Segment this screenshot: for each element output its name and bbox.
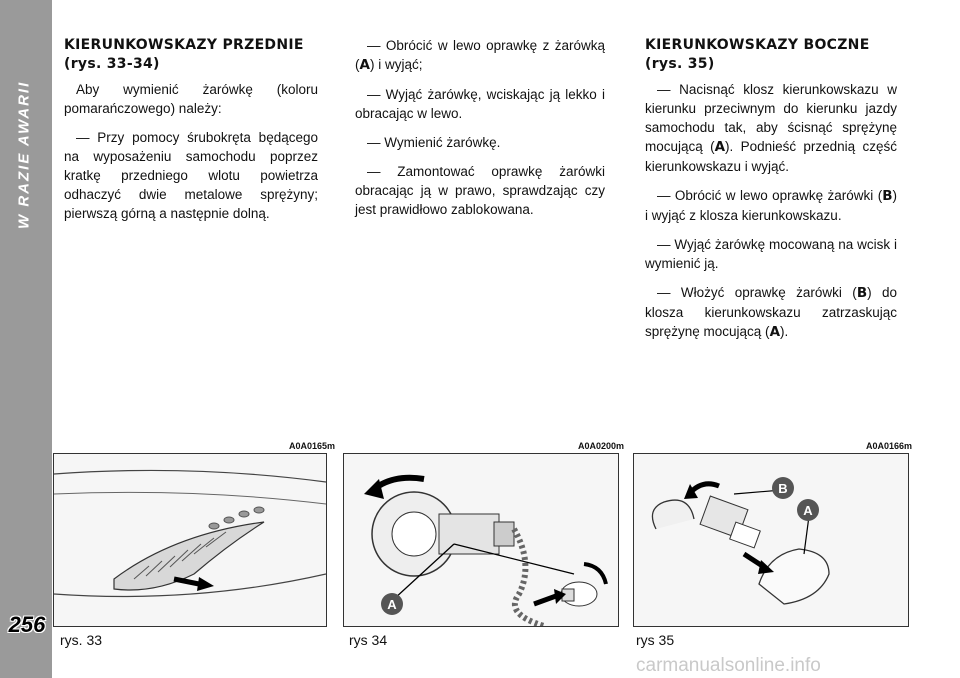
text: ) i wyjąć; bbox=[369, 57, 423, 72]
figure-caption: rys 34 bbox=[349, 632, 388, 648]
figure-bulb-holder bbox=[343, 453, 619, 627]
paragraph bbox=[645, 186, 897, 225]
paragraph: Aby wymienić żarówkę (koloru pomarańczowego) należy: bbox=[64, 82, 318, 116]
label-ref: B bbox=[882, 188, 893, 204]
paragraph bbox=[645, 283, 897, 342]
text: ). Podnieść przednią część kierunkowskazu i wyjąć. bbox=[645, 139, 897, 174]
text: ) do klosza kierunkowskazu zatrzaskując sprężynę mocującą ( bbox=[645, 285, 897, 339]
text: — Obrócić w lewo oprawkę żarówki ( bbox=[657, 188, 883, 203]
paragraph: — Wymienić żarówkę. bbox=[367, 135, 501, 150]
figure-caption: rys 35 bbox=[636, 632, 675, 648]
label-ref: B bbox=[856, 285, 868, 301]
right-column bbox=[645, 36, 897, 352]
text: — Nacisnąć klosz kierunkowskazu w kierunku przeciwnym do kierunku jazdy samochodu tak, aby ścisnąć sprężynę mocującą ( bbox=[645, 82, 897, 154]
figure-code: A0A0165m bbox=[289, 441, 336, 451]
text: — Obrócić w lewo oprawkę z żarówką ( bbox=[355, 38, 605, 72]
label-a: A bbox=[803, 503, 813, 518]
heading-side-indicators: KIERUNKOWSKAZY BOCZNE (rys. 35) bbox=[645, 37, 870, 72]
section-title: W RAZIE AWARII bbox=[15, 80, 33, 230]
paragraph: — Zamontować oprawkę żarówki obracając ją w prawo, sprawdzając czy jest prawidłowo zablokowana. bbox=[355, 164, 605, 217]
side-indicator-illustration bbox=[634, 454, 908, 626]
paragraph: — Wyjąć żarówkę mocowaną na wcisk i wymienić ją. bbox=[645, 237, 897, 271]
bulb-holder-illustration bbox=[344, 454, 618, 626]
grille-illustration bbox=[54, 454, 326, 626]
figure-code: A0A0200m bbox=[578, 441, 625, 451]
text: ). bbox=[780, 324, 789, 339]
text: — Włożyć oprawkę żarówki ( bbox=[657, 285, 857, 300]
heading-front-indicators: KIERUNKOWSKAZY PRZEDNIE (rys. 33-34) bbox=[64, 37, 304, 72]
figure-front-grille bbox=[53, 453, 327, 627]
paragraph: — Przy pomocy śrubokręta będącego na wyposażeniu samochodu poprzez kratkę przedniego wlotu powietrza odhaczyć dwie metalowe sprężyny; pierwszą górną a następnie dolną. bbox=[64, 130, 318, 221]
page-number: 256 bbox=[8, 612, 46, 637]
label-ref: A bbox=[714, 139, 726, 155]
paragraph bbox=[645, 80, 897, 176]
label-ref: A bbox=[359, 57, 370, 73]
text: ) i wyjąć z klosza kierunkowskazu. bbox=[645, 188, 897, 223]
left-column bbox=[64, 36, 318, 233]
paragraph bbox=[355, 36, 605, 75]
figure-caption: rys. 33 bbox=[60, 632, 103, 648]
label-ref: A bbox=[769, 324, 781, 340]
watermark: carmanualsonline.info bbox=[636, 655, 821, 676]
label-b: B bbox=[778, 481, 788, 496]
figure-code: A0A0166m bbox=[866, 441, 913, 451]
figure-side-indicator bbox=[633, 453, 909, 627]
paragraph: — Wyjąć żarówkę, wciskając ją lekko i obracając w lewo. bbox=[355, 87, 605, 121]
middle-column bbox=[355, 36, 605, 229]
label-a: A bbox=[387, 597, 397, 612]
